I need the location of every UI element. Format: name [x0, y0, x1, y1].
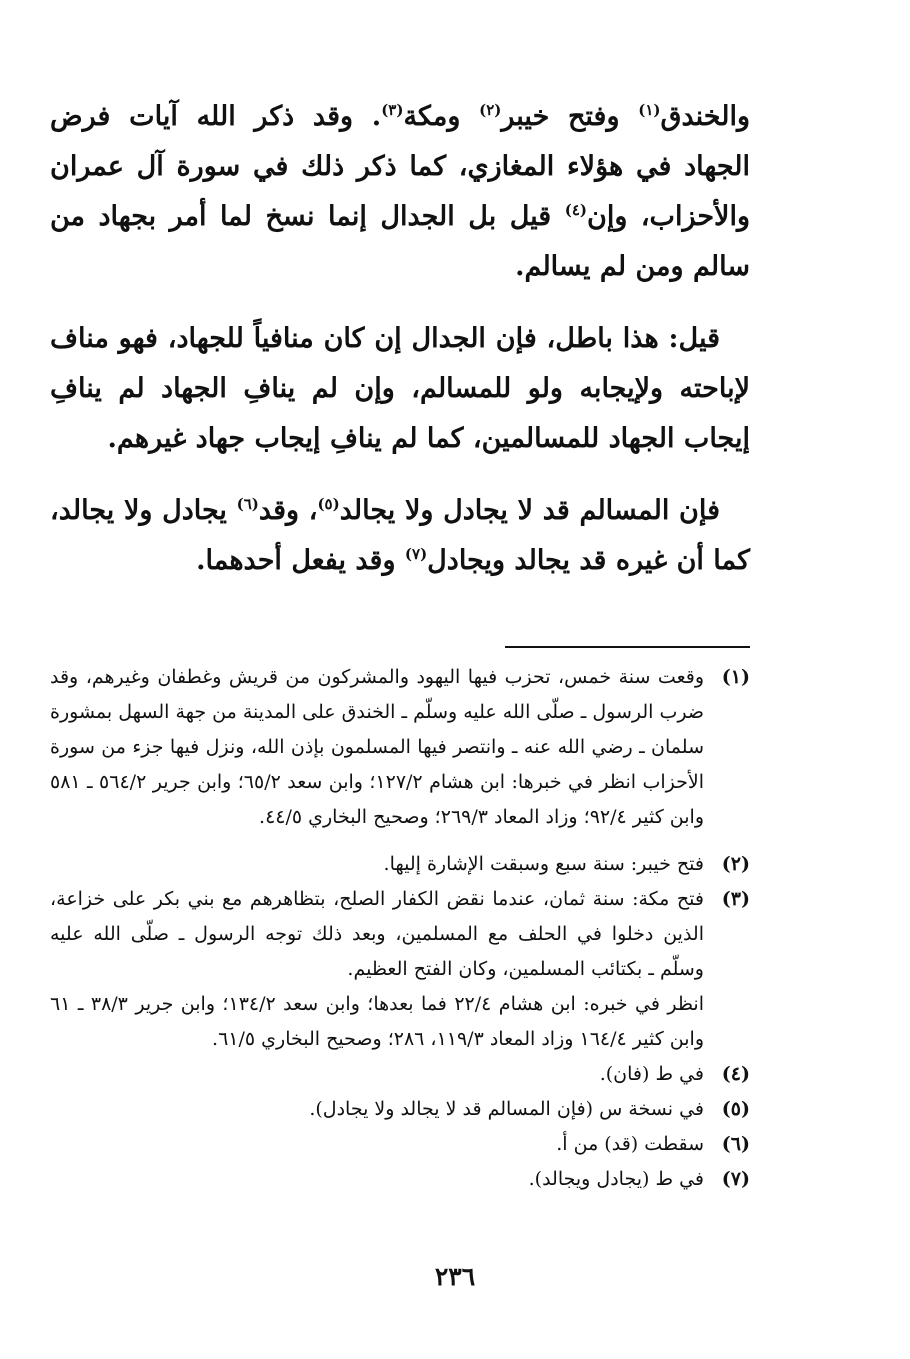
footnote-2 [50, 847, 750, 882]
footnote-line: فتح خيبر: سنة سبع وسبقت الإشارة إليها. [383, 853, 704, 875]
footnote-number: (١) [721, 666, 750, 688]
text-span: قيل بل الجدال إنما نسخ لما أمر بجهاد من سالم ومن لم يسالم. [50, 201, 750, 282]
footnote-number: (٦) [721, 1133, 750, 1155]
footnote-ref-2[interactable]: (٢) [479, 101, 502, 119]
footnote-text [50, 660, 704, 835]
footnote-6 [50, 1127, 750, 1162]
text-span: وقد يفعل أحدهما. [196, 545, 405, 576]
text-span: ومكة [403, 101, 480, 132]
footnote-number: (٧) [721, 1168, 750, 1190]
footnote-number: (٤) [721, 1063, 750, 1085]
text-span: وفتح خيبر [501, 101, 639, 132]
footnote-ref-6[interactable]: (٦) [236, 495, 259, 513]
footnote-7 [50, 1162, 750, 1197]
footnote-ref-3[interactable]: (٣) [381, 101, 404, 119]
footnote-5 [50, 1092, 750, 1127]
footnote-line: في ط (يجادل ويجالد). [528, 1168, 704, 1190]
footnote-number: (٥) [721, 1098, 750, 1120]
footnotes-section [50, 660, 750, 1197]
footnote-4 [50, 1057, 750, 1092]
footnote-text [50, 1162, 704, 1197]
footnote-1 [50, 660, 750, 835]
footnote-ref-7[interactable]: (٧) [404, 545, 428, 563]
footnote-text [50, 1057, 704, 1092]
footnote-line: في ط (فان). [599, 1063, 704, 1085]
footnote-ref-4[interactable]: (٤) [564, 201, 587, 219]
footnote-number: (٣) [721, 888, 750, 910]
paragraph-2: قيل: هذا باطل، فإن الجدال إن كان منافياً للجهاد، فهو مناف لإباحته ولإيجابه ولو للمسالم، وإن لم ينافِ الجهاد لم ينافِ إيجاب الجهاد للمسالمين، كما لم ينافِ إيجاب جهاد غيرهم. [50, 323, 750, 454]
text-span: . وقد ذكر الله آيات فرض الجهاد في هؤلاء المغازي، كما ذكر ذلك في سورة آل عمران والأحزاب، وإن [50, 101, 750, 232]
footnote-text [50, 882, 704, 1057]
main-text [50, 92, 750, 586]
footnote-line: في نسخة س (فإن المسالم قد لا يجالد ولا يجادل). [309, 1098, 704, 1120]
page-number: ٢٣٦ [434, 1262, 476, 1291]
paragraph-3 [50, 486, 750, 586]
footnote-ref-1[interactable]: (١) [638, 101, 661, 119]
paragraph-1 [50, 92, 750, 292]
footnote-number: (٢) [721, 853, 750, 875]
text-span: يجادل ولا يجالد، كما أن غيره قد يجالد ويجادل [50, 495, 750, 576]
footnote-text [50, 847, 704, 882]
footnote-line: وقعت سنة خمس، تحزب فيها اليهود والمشركون من قريش وغطفان وغيرهم، وقد ضرب الرسول ـ صلّى الله عليه وسلّم ـ الخندق على المدينة من جهة السهل بمشورة سلمان ـ رضي الله عنه ـ وانتصر فيها المسلمون بإذن الله، ونزل فيها جزء من سورة الأحزاب انظر في خبرها: ابن هشام ١٢٧/٢؛ وابن سعد ٦٥/٢؛ وابن جرير ٥٦٤/٢ ـ ٥٨١ وابن كثير ٩٢/٤؛ وزاد المعاد ٢٦٩/٣؛ وصحيح البخاري ٤٤/٥. [50, 666, 704, 828]
footnote-text [50, 1092, 704, 1127]
footnote-3 [50, 882, 750, 1057]
footnote-line: انظر في خبره: ابن هشام ٢٢/٤ فما بعدها؛ وابن سعد ١٣٤/٢؛ وابن جرير ٣٨/٣ ـ ٦١ وابن كثير ١٦٤/٤ وزاد المعاد ١١٩/٣، ٢٨٦؛ وصحيح البخاري ٦١/٥. [50, 993, 704, 1050]
footnote-line: فتح مكة: سنة ثمان، عندما نقض الكفار الصلح، بتظاهرهم مع بني بكر على خزاعة، الذين دخلوا في الحلف مع المسلمين، وبعد ذلك توجه الرسول ـ صلّى الله عليه وسلّم ـ بكتائب المسلمين، وكان الفتح العظيم. [50, 888, 704, 980]
text-span: فإن المسالم قد لا يجادل ولا يجالد [339, 495, 720, 526]
footnote-text [50, 1127, 704, 1162]
text-span: ، وقد [258, 495, 318, 526]
footnote-separator [505, 646, 750, 648]
footnote-ref-5[interactable]: (٥) [317, 495, 340, 513]
footnote-line: سقطت (قد) من أ. [556, 1133, 704, 1155]
text-span: والخندق [660, 101, 750, 132]
